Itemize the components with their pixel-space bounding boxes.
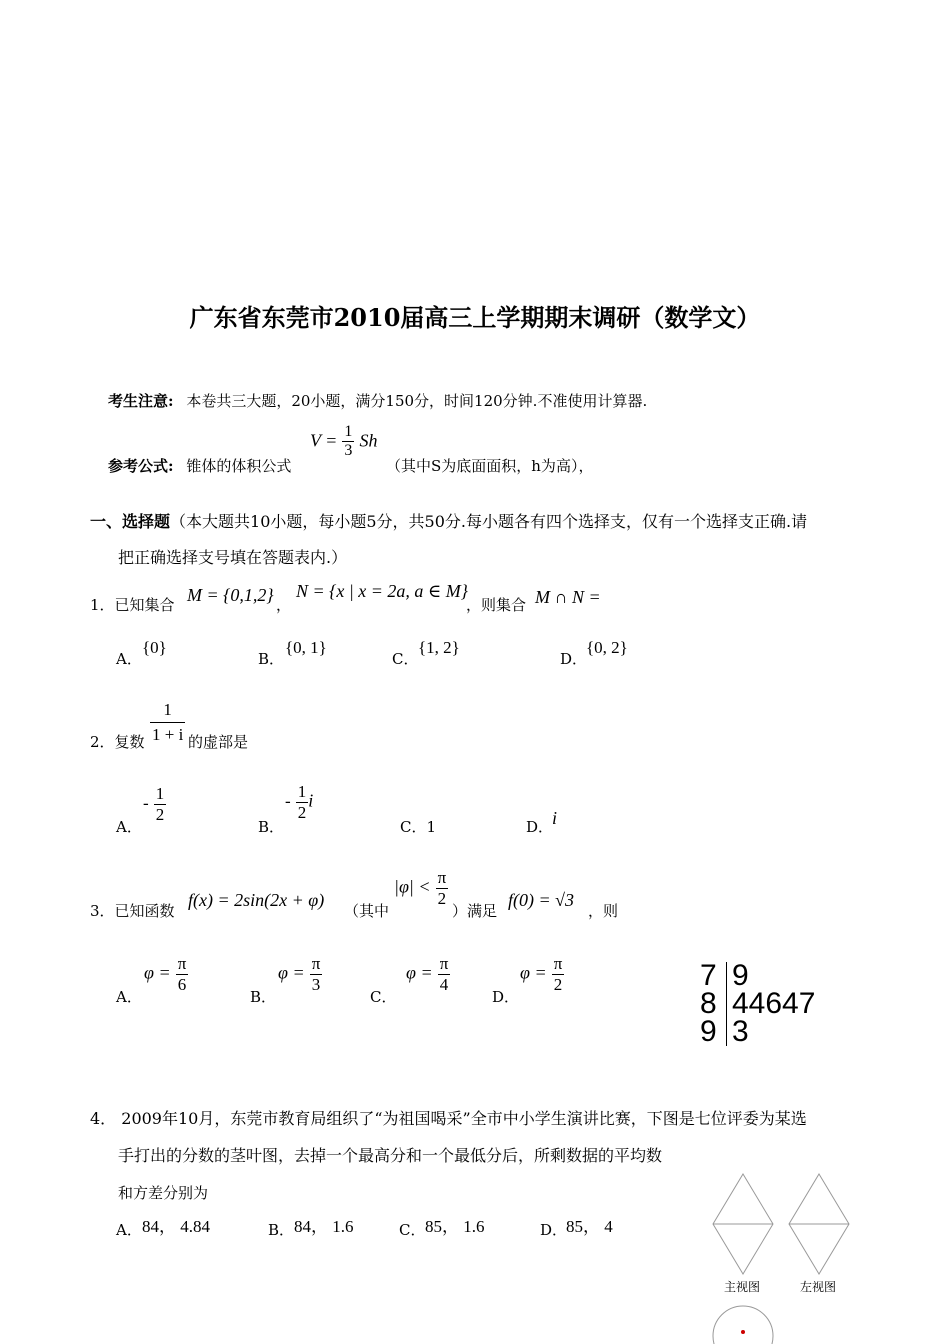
q4-line1: 4． 2009年10月，东莞市教育局组织了“为祖国喝采”全市中小学生演讲比赛，下图是七位评委为某选	[90, 1109, 807, 1128]
front-view-diamond	[713, 1174, 773, 1274]
q1-option-c-label: C．	[392, 650, 419, 668]
formula-text: 锥体的体积公式	[186, 457, 292, 475]
section1-desc-2: 把正确选择支号填在答题表内.）	[118, 548, 348, 567]
stem-leaf-row: 8 44647	[700, 987, 816, 1020]
q1-option-a: {0}	[142, 638, 167, 657]
notice-label: 考生注意:	[108, 392, 174, 410]
notice-text: 本卷共三大题，20小题，满分150分，时间120分钟.不准使用计算器.	[186, 392, 648, 410]
q2-option-d-label: D．	[526, 818, 554, 836]
stem-leaf-row: 9 3	[700, 1015, 749, 1048]
section1-desc-1: （本大题共10小题，每小题5分，共50分.每小题各有四个选择支，仅有一个选择支正确.请	[170, 512, 808, 531]
q1-expr: M ∩ N =	[535, 587, 601, 607]
stem-leaf-row: 7 9	[700, 959, 749, 992]
q2-prefix: 2．复数	[90, 733, 145, 751]
q3-condition: |φ| < $\frac{\pi}{2}$	[394, 868, 447, 908]
stem-leaf-divider	[726, 962, 727, 1046]
section1-line1	[90, 509, 807, 532]
q1-prefix: 1．已知集合	[90, 596, 175, 614]
q1-option-d: {0, 2}	[586, 638, 628, 657]
q3-option-a-label: A．	[116, 988, 142, 1006]
q3-option-b-label: B．	[250, 988, 277, 1006]
q3-option-c: φ = $\frac{\pi}{4}$	[406, 954, 449, 994]
section1-heading: 一、选择题	[90, 512, 171, 531]
q4-option-c: 85， 1.6	[425, 1217, 485, 1236]
q2-frac-den: 1 + i	[152, 724, 184, 744]
q3-option-d: φ = $\frac{\pi}{2}$	[520, 954, 563, 994]
q4-option-b: 84， 1.6	[294, 1217, 354, 1236]
q3-option-d-label: D．	[492, 988, 520, 1006]
q1-set-m: M = {0,1,2}	[187, 585, 274, 605]
q3-option-b: φ = $\frac{\pi}{3}$	[278, 954, 321, 994]
volume-den: 3	[344, 442, 353, 460]
q2-option-c: C．1	[400, 818, 437, 836]
q1-option-b: {0, 1}	[285, 638, 327, 657]
q4-option-a: 84， 4.84	[142, 1217, 210, 1236]
q1-suffix: ，则集合	[466, 596, 527, 614]
q4-line2: 手打出的分数的茎叶图，去掉一个最高分和一个最低分后，所剩数据的平均数	[118, 1146, 663, 1165]
volume-num: 1	[342, 423, 354, 442]
stem-leaf-plot	[700, 959, 816, 1048]
q1-option-d-label: D．	[560, 650, 588, 668]
q1-option-c: {1, 2}	[418, 638, 460, 657]
q3-option-a: φ = $\frac{\pi}{6}$	[144, 954, 187, 994]
notice-line	[108, 390, 647, 411]
q2-option-a: - $\frac{1}{2}$	[143, 784, 165, 824]
q4-option-d: 85， 4	[566, 1217, 613, 1236]
q3-cond-close: ）满足	[452, 902, 498, 920]
side-view-diamond	[789, 1174, 849, 1274]
formula-label: 参考公式:	[108, 457, 174, 475]
q3-prefix: 3．已知函数	[90, 902, 175, 920]
volume-right: Sh	[359, 430, 378, 451]
q3-option-c-label: C．	[370, 988, 397, 1006]
q3-given: f(0) = √3	[508, 890, 575, 910]
three-view-figure	[705, 1168, 855, 1344]
q2-option-d: i	[552, 808, 558, 828]
top-view-circle	[713, 1306, 773, 1344]
page-title: 广东省东莞市2010届高三上学期期末调研（数学文）	[189, 303, 761, 332]
q4-option-d-label: D．	[540, 1221, 568, 1239]
q2-suffix: 的虚部是	[188, 733, 249, 751]
side-view-label: 左视图	[800, 1280, 837, 1294]
q2-fraction	[150, 700, 185, 744]
q1-set-n: N = {x | x = 2a, a ∈ M}	[296, 581, 468, 601]
q3-cond-open: （其中	[344, 902, 390, 920]
q1-option-a-label: A．	[116, 650, 142, 668]
q4-option-a-label: A．	[116, 1221, 142, 1239]
q4-option-b-label: B．	[268, 1221, 295, 1239]
q3-suffix: ，则	[588, 902, 619, 920]
q4-line3: 和方差分别为	[118, 1184, 209, 1202]
q2-option-a-label: A．	[116, 818, 142, 836]
volume-formula	[310, 423, 378, 461]
q2-option-b-label: B．	[258, 818, 285, 836]
q3-func: f(x) = 2sin(2x + φ)	[188, 890, 325, 910]
q4-option-c-label: C．	[399, 1221, 426, 1239]
q2-option-b: - $\frac{1}{2}$ i	[285, 782, 314, 822]
formula-note: （其中S为底面面积，h为高），	[386, 457, 594, 475]
formula-label-line	[108, 455, 291, 476]
q1-option-b-label: B．	[258, 650, 285, 668]
volume-left: V =	[310, 430, 338, 451]
front-view-label: 主视图	[724, 1280, 761, 1294]
q2-frac-num: 1	[150, 700, 185, 723]
q1-comma: ，	[276, 596, 292, 614]
volume-fraction	[342, 423, 354, 461]
